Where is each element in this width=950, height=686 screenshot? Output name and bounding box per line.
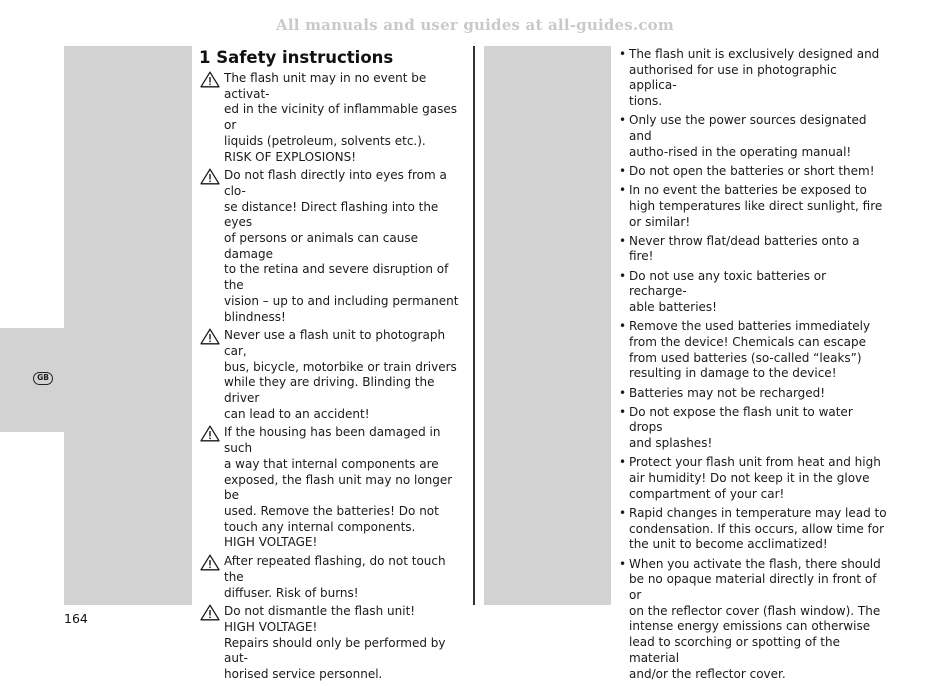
- warning-triangle-icon: [200, 554, 220, 570]
- warning-text: [224, 328, 467, 422]
- bullet-item: [619, 234, 887, 265]
- warning-item: [199, 168, 467, 325]
- bullet-line: • Never throw flat/dead batteries onto a fire!: [629, 233, 860, 264]
- bullet-line: and splashes!: [629, 436, 713, 451]
- bullet-line: • Only use the power sources designated and: [629, 113, 867, 144]
- warning-line: HIGH VOLTAGE!: [224, 535, 318, 550]
- bullet-line: able batteries!: [629, 300, 717, 315]
- bullet-line: and/or the reflector cover.: [629, 666, 786, 681]
- bullet-line: or similar!: [629, 214, 691, 229]
- bullet-line: • Batteries may not be recharged!: [629, 385, 826, 400]
- bullet-line: the unit to become acclimatized!: [629, 537, 828, 552]
- bullet-item: [619, 319, 887, 382]
- warning-line: blindness!: [224, 309, 286, 324]
- bullet-line: on the reflector cover (flash window). The: [629, 603, 881, 618]
- bullet-line: intense energy emissions can otherwise: [629, 619, 871, 634]
- warning-line: The flash unit may in no event be activat-: [224, 71, 427, 101]
- bullet-line: authorised for use in photographic applica-: [629, 62, 837, 93]
- warning-line: Do not dismantle the flash unit!: [224, 604, 416, 619]
- bullet-item: [619, 269, 887, 316]
- warning-line: se distance! Direct flashing into the eyes: [224, 199, 439, 230]
- warning-text: [224, 168, 467, 325]
- bullet-item: [619, 455, 887, 502]
- bullet-line: high temperatures like direct sunlight, fire: [629, 198, 883, 213]
- bullet-line: • When you activate the flash, there should: [629, 556, 881, 571]
- bullet-item: [619, 164, 887, 180]
- warning-line: liquids (petroleum, solvents etc.).: [224, 133, 426, 148]
- warning-line: bus, bicycle, motorbike or train drivers: [224, 359, 457, 374]
- warning-line: diffuser. Risk of burns!: [224, 585, 359, 600]
- warning-line: vision – up to and including permanent: [224, 293, 459, 308]
- warning-line: used. Remove the batteries! Do not: [224, 503, 439, 518]
- page-number: 164: [64, 611, 88, 626]
- bullet-line: air humidity! Do not keep it in the glove: [629, 471, 870, 486]
- safety-bullets-column: [619, 47, 887, 686]
- warning-line: After repeated flashing, do not touch the: [224, 554, 446, 584]
- bullet-item: [619, 386, 887, 402]
- gb-language-icon: GB: [33, 372, 53, 385]
- warning-line: ed in the vicinity of inflammable gases or: [224, 102, 457, 133]
- warning-line: RISK OF EXPLOSIONS!: [224, 149, 357, 164]
- warning-line: while they are driving. Blinding the driver: [224, 375, 435, 406]
- warning-triangle-icon: [200, 425, 220, 441]
- warning-line: If the housing has been damaged in such: [224, 425, 441, 456]
- warning-triangle-icon: [200, 328, 220, 344]
- bullet-line: resulting in damage to the device!: [629, 366, 837, 381]
- warning-line: touch any internal components.: [224, 519, 416, 534]
- watermark-banner: All manuals and user guides at all-guides.com: [276, 16, 674, 34]
- bullet-line: • Do not use any toxic batteries or recharge-: [629, 268, 827, 299]
- bullet-item: [619, 183, 887, 230]
- bullet-line: • The flash unit is exclusively designed and: [629, 47, 880, 61]
- warning-text: [224, 71, 467, 165]
- bullet-line: compartment of your car!: [629, 486, 785, 501]
- warning-triangle-icon: [200, 168, 220, 184]
- warning-triangle-icon: [200, 604, 220, 620]
- column-divider: [473, 46, 475, 605]
- warning-line: exposed, the flash unit may no longer be: [224, 472, 453, 503]
- bullet-line: • Remove the used batteries immediately: [629, 319, 871, 334]
- bullet-line: be no opaque material directly in front of or: [629, 572, 877, 602]
- bullet-line: • Do not expose the flash unit to water drops: [629, 404, 853, 435]
- warning-item: [199, 425, 467, 551]
- warning-line: Do not flash directly into eyes from a clo-: [224, 168, 447, 198]
- language-tab-strip: [0, 328, 64, 432]
- bullet-item: [619, 506, 887, 553]
- warning-text: [224, 604, 467, 683]
- warning-item: [199, 554, 467, 601]
- right-gray-margin: [484, 46, 611, 605]
- bullet-line: • In no event the batteries be exposed to: [629, 183, 867, 198]
- warning-line: to the retina and severe disruption of the: [224, 262, 449, 293]
- warning-line: a way that internal components are: [224, 456, 439, 471]
- warning-line: of persons or animals can cause damage: [224, 231, 418, 261]
- bullet-line: from the device! Chemicals can escape: [629, 334, 866, 349]
- warning-line: HIGH VOLTAGE!: [224, 619, 318, 634]
- bullet-item: [619, 405, 887, 452]
- bullet-item: [619, 557, 887, 683]
- bullet-item: [619, 47, 887, 110]
- section-title: 1 Safety instructions: [199, 48, 394, 67]
- warning-item: [199, 71, 467, 165]
- bullet-line: lead to scorching or spotting of the material: [629, 635, 840, 665]
- warning-triangle-icon: [200, 71, 220, 87]
- bullet-line: autho-rised in the operating manual!: [629, 144, 852, 159]
- warning-item: [199, 328, 467, 422]
- bullet-line: condensation. If this occurs, allow time for: [629, 521, 885, 536]
- warning-line: Never use a flash unit to photograph car,: [224, 328, 446, 358]
- bullet-line: from used batteries (so-called “leaks”): [629, 350, 862, 365]
- warning-item: [199, 604, 467, 683]
- warning-text: [224, 554, 467, 601]
- bullet-item: [619, 113, 887, 160]
- bullet-line: • Protect your flash unit from heat and high: [629, 455, 881, 470]
- bullet-list: [619, 47, 887, 682]
- warning-list: [199, 71, 467, 683]
- warning-line: horised service personnel.: [224, 667, 383, 682]
- warning-line: Repairs should only be performed by aut-: [224, 635, 446, 666]
- bullet-line: tions.: [629, 94, 663, 109]
- warning-text: [224, 425, 467, 551]
- warning-line: can lead to an accident!: [224, 406, 370, 421]
- safety-warnings-column: [199, 46, 467, 686]
- bullet-line: • Do not open the batteries or short them!: [629, 163, 875, 178]
- bullet-line: • Rapid changes in temperature may lead to: [629, 505, 887, 520]
- left-gray-margin: [64, 46, 192, 605]
